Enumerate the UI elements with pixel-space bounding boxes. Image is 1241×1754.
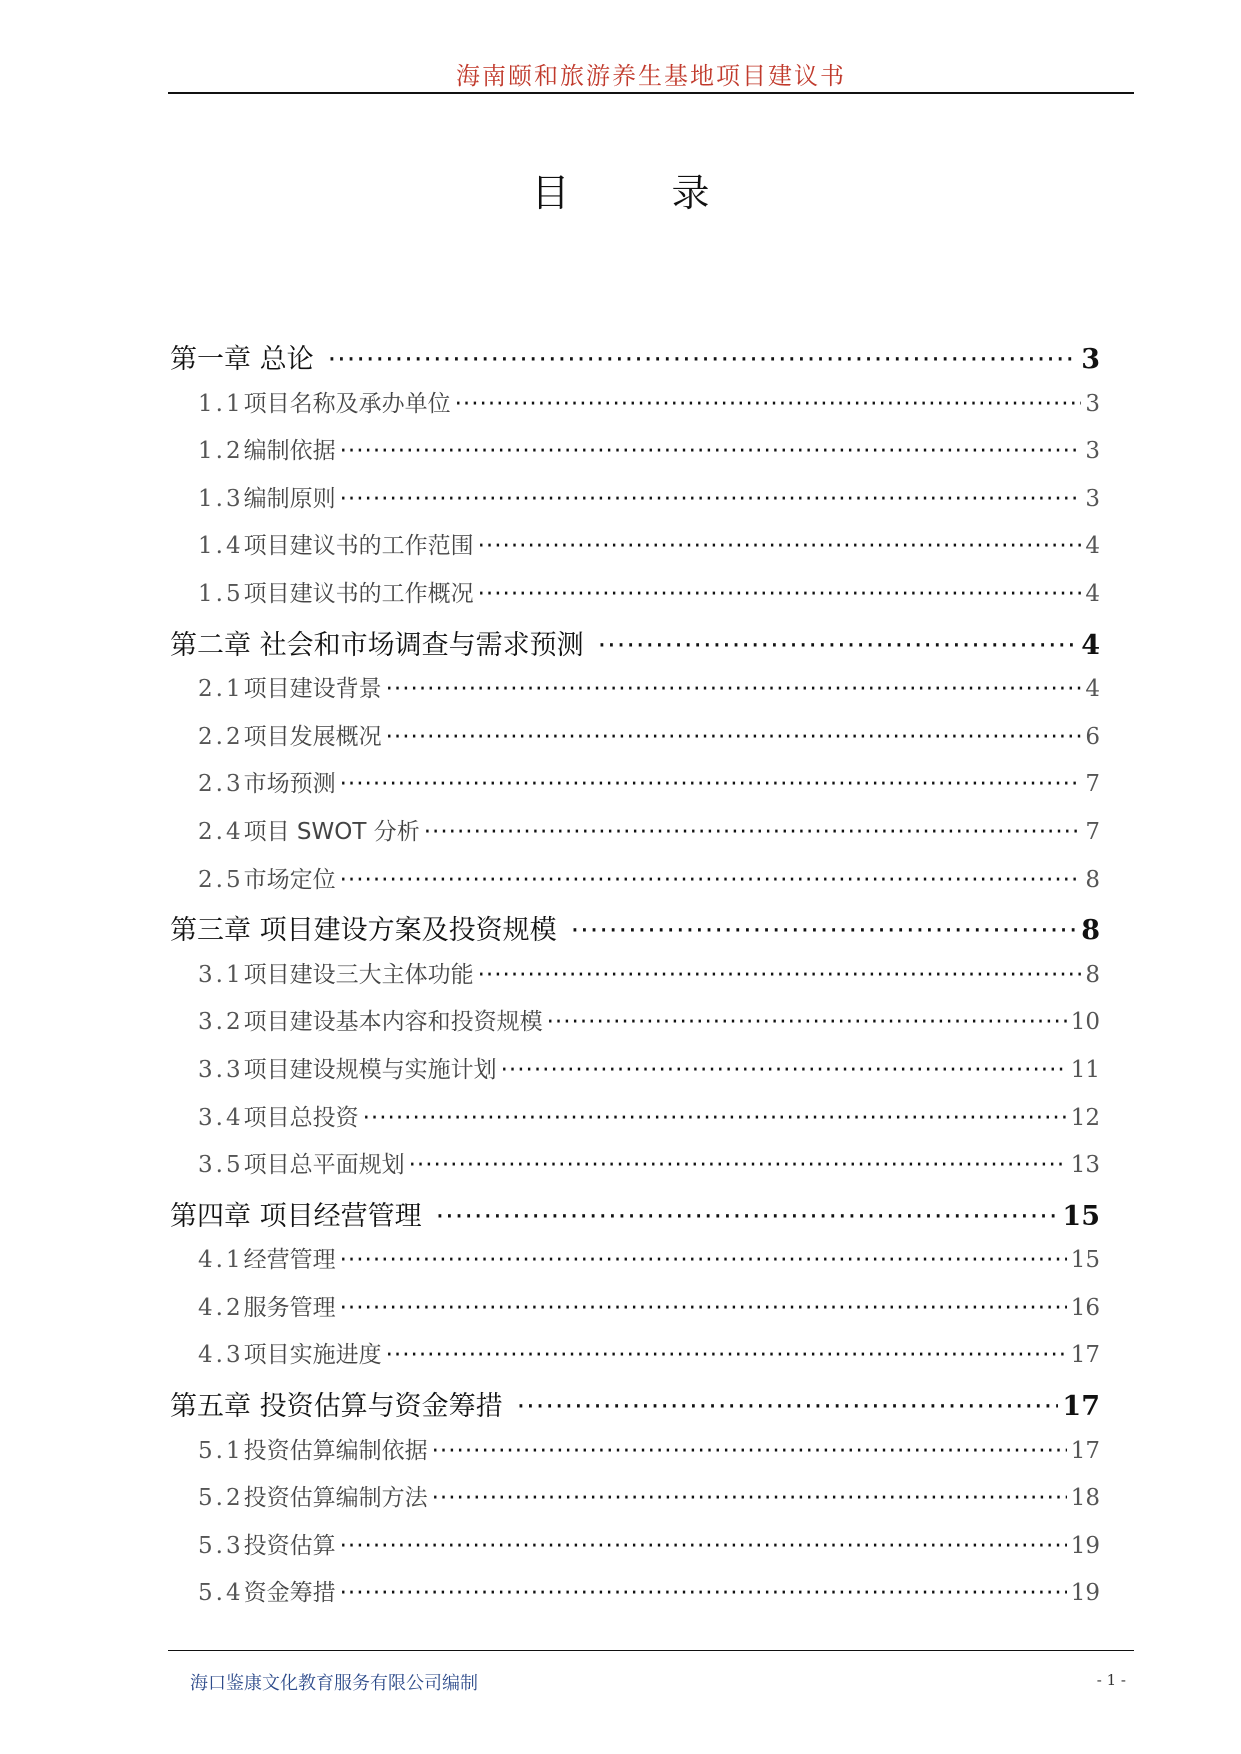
toc-dot-leader [478, 581, 1082, 607]
toc-section-entry[interactable] [170, 1289, 1100, 1337]
toc-dot-leader [547, 1009, 1067, 1035]
toc-entry-title: 投资估算编制方法 [243, 1485, 428, 1512]
toc-section-number: 2.5 [198, 866, 244, 893]
toc-page-number: 17 [1070, 1437, 1100, 1464]
toc-page-number: 12 [1070, 1104, 1100, 1131]
toc-section-entry[interactable] [170, 1527, 1100, 1575]
toc-dot-leader [436, 1201, 1059, 1232]
toc-page-number: 4 [1085, 533, 1100, 560]
toc-section-entry[interactable] [170, 1479, 1100, 1527]
toc-entry-title: 市场定位 [243, 866, 336, 893]
toc-dot-leader [424, 819, 1082, 845]
toc-entry-title: 投资估算编制依据 [243, 1437, 428, 1464]
toc-page-number: 8 [1085, 961, 1100, 988]
toc-chapter-entry[interactable] [170, 337, 1100, 385]
toc-section-number: 3.3 [198, 1056, 244, 1083]
toc-entry-title: 项目建议书的工作范围 [243, 533, 474, 560]
toc-section-entry[interactable] [170, 480, 1100, 528]
toc-page-number: 3 [1085, 485, 1100, 512]
toc-page-number: 3 [1081, 344, 1100, 375]
toc-section-number: 2.4 [198, 818, 244, 845]
toc-entry-title: 市场预测 [243, 771, 336, 798]
toc-page-number: 18 [1070, 1485, 1100, 1512]
toc-page-number: 7 [1085, 818, 1100, 845]
toc-page-number: 3 [1085, 390, 1100, 417]
toc-entry-title: 第一章 总论 [170, 344, 314, 375]
toc-dot-leader [409, 1152, 1067, 1178]
toc-entry-title: 编制原则 [243, 485, 336, 512]
toc-page-number: 15 [1062, 1200, 1100, 1232]
toc-section-entry[interactable] [170, 670, 1100, 718]
toc-page-number: 13 [1070, 1152, 1100, 1179]
table-of-contents [170, 337, 1100, 1622]
toc-section-entry[interactable] [170, 1574, 1100, 1622]
toc-entry-title: 资金筹措 [243, 1580, 336, 1607]
toc-entry-title: 经营管理 [243, 1247, 336, 1274]
toc-dot-leader [386, 1342, 1067, 1368]
toc-page-number: 10 [1070, 1009, 1100, 1036]
toc-section-number: 2.1 [198, 676, 244, 703]
document-title: 海南颐和旅游养生基地项目建议书 [456, 62, 846, 90]
toc-entry-title: 项目 SWOT 分析 [243, 818, 420, 845]
toc-section-entry[interactable] [170, 1099, 1100, 1147]
toc-chapter-entry[interactable] [170, 623, 1100, 671]
page-header [168, 54, 1134, 94]
toc-dot-leader [340, 486, 1082, 512]
toc-section-number: 3.1 [198, 961, 244, 988]
toc-section-entry[interactable] [170, 861, 1100, 909]
toc-entry-title: 项目建设规模与实施计划 [243, 1056, 497, 1083]
toc-dot-leader [571, 915, 1078, 946]
toc-section-number: 1.4 [198, 533, 244, 560]
toc-dot-leader [478, 962, 1082, 988]
toc-page-number: 15 [1070, 1247, 1100, 1274]
toc-entry-title: 项目总投资 [243, 1104, 359, 1131]
toc-entry-title: 项目名称及承办单位 [243, 390, 451, 417]
toc-chapter-entry[interactable] [170, 1384, 1100, 1432]
toc-section-entry[interactable] [170, 527, 1100, 575]
toc-dot-leader [478, 533, 1082, 559]
toc-page-number: 17 [1070, 1342, 1100, 1369]
toc-page-number: 11 [1070, 1056, 1100, 1083]
toc-dot-leader [386, 724, 1082, 750]
toc-entry-title: 项目发展概况 [243, 723, 382, 750]
toc-page-number: 4 [1085, 580, 1100, 607]
toc-section-number: 5.2 [198, 1485, 244, 1512]
toc-entry-title: 编制依据 [243, 438, 336, 465]
toc-dot-leader [340, 1580, 1067, 1606]
toc-section-entry[interactable] [170, 718, 1100, 766]
toc-dot-leader [501, 1057, 1067, 1083]
toc-section-number: 5.1 [198, 1437, 244, 1464]
toc-dot-leader [386, 676, 1082, 702]
toc-entry-title: 项目总平面规划 [243, 1152, 405, 1179]
toc-entry-title: 项目建设基本内容和投资规模 [243, 1009, 543, 1036]
toc-page-number: 19 [1070, 1580, 1100, 1607]
toc-page-number: 19 [1070, 1532, 1100, 1559]
toc-dot-leader [517, 1391, 1059, 1422]
toc-section-entry[interactable] [170, 1003, 1100, 1051]
toc-page-number: 6 [1085, 723, 1100, 750]
footer-author: 海口鉴康文化教育服务有限公司编制 [190, 1673, 478, 1694]
toc-chapter-entry[interactable] [170, 1194, 1100, 1242]
toc-dot-leader [340, 1295, 1067, 1321]
toc-dot-leader [328, 344, 1078, 375]
toc-page-number: 16 [1070, 1294, 1100, 1321]
toc-page-number: 4 [1081, 629, 1100, 661]
toc-entry-title: 第三章 项目建设方案及投资规模 [170, 915, 557, 947]
toc-section-entry[interactable] [170, 385, 1100, 433]
toc-section-number: 1.1 [198, 390, 244, 417]
toc-section-entry[interactable] [170, 1336, 1100, 1384]
toc-page-number: 4 [1085, 676, 1100, 703]
toc-section-number: 2.2 [198, 723, 244, 750]
toc-dot-leader [340, 1247, 1067, 1273]
toc-section-number: 3.2 [198, 1009, 244, 1036]
toc-dot-leader [340, 867, 1082, 893]
toc-chapter-entry[interactable] [170, 908, 1100, 956]
toc-section-entry[interactable] [170, 1432, 1100, 1480]
toc-section-number: 3.5 [198, 1152, 244, 1179]
toc-dot-leader [455, 391, 1082, 417]
toc-section-number: 5.3 [198, 1532, 244, 1559]
toc-entry-title: 第二章 社会和市场调查与需求预测 [170, 629, 584, 661]
toc-entry-title: 第四章 项目经营管理 [170, 1200, 422, 1232]
toc-section-number: 2.3 [198, 771, 244, 798]
toc-section-number: 5.4 [198, 1580, 244, 1607]
toc-dot-leader [598, 630, 1078, 661]
toc-entry-title: 投资估算 [243, 1532, 336, 1559]
toc-entry-title: 项目建议书的工作概况 [243, 580, 474, 607]
toc-dot-leader [432, 1485, 1067, 1511]
toc-section-number: 4.2 [198, 1294, 244, 1321]
toc-entry-title: 第五章 投资估算与资金筹措 [170, 1391, 503, 1423]
toc-page-number: 17 [1062, 1391, 1100, 1423]
toc-section-entry[interactable] [170, 956, 1100, 1004]
page-footer [168, 1650, 1134, 1694]
toc-section-entry[interactable] [170, 575, 1100, 623]
toc-dot-leader [340, 438, 1082, 464]
toc-section-number: 4.3 [198, 1342, 244, 1369]
toc-section-number: 1.3 [198, 485, 244, 512]
toc-section-number: 3.4 [198, 1104, 244, 1131]
page-title: 目 录 [531, 171, 710, 215]
toc-entry-title: 项目建设背景 [243, 676, 382, 703]
toc-entry-title: 项目实施进度 [243, 1342, 382, 1369]
toc-page-number: 8 [1081, 915, 1100, 947]
toc-page-number: 7 [1085, 771, 1100, 798]
toc-dot-leader [432, 1438, 1067, 1464]
toc-entry-title: 服务管理 [243, 1294, 336, 1321]
toc-section-entry[interactable] [170, 765, 1100, 813]
toc-section-entry[interactable] [170, 1241, 1100, 1289]
toc-section-number: 1.2 [198, 438, 244, 465]
toc-section-number: 1.5 [198, 580, 244, 607]
toc-dot-leader [340, 1533, 1067, 1559]
toc-entry-title: 项目建设三大主体功能 [243, 961, 474, 988]
toc-dot-leader [340, 771, 1082, 797]
page-number: - 1 - [1096, 1671, 1126, 1689]
toc-page-number: 3 [1085, 438, 1100, 465]
toc-section-entry[interactable] [170, 1051, 1100, 1099]
toc-dot-leader [363, 1105, 1067, 1131]
toc-section-entry[interactable] [170, 813, 1100, 861]
toc-page-number: 8 [1085, 866, 1100, 893]
toc-section-number: 4.1 [198, 1247, 244, 1274]
toc-section-entry[interactable] [170, 1146, 1100, 1194]
toc-section-entry[interactable] [170, 432, 1100, 480]
